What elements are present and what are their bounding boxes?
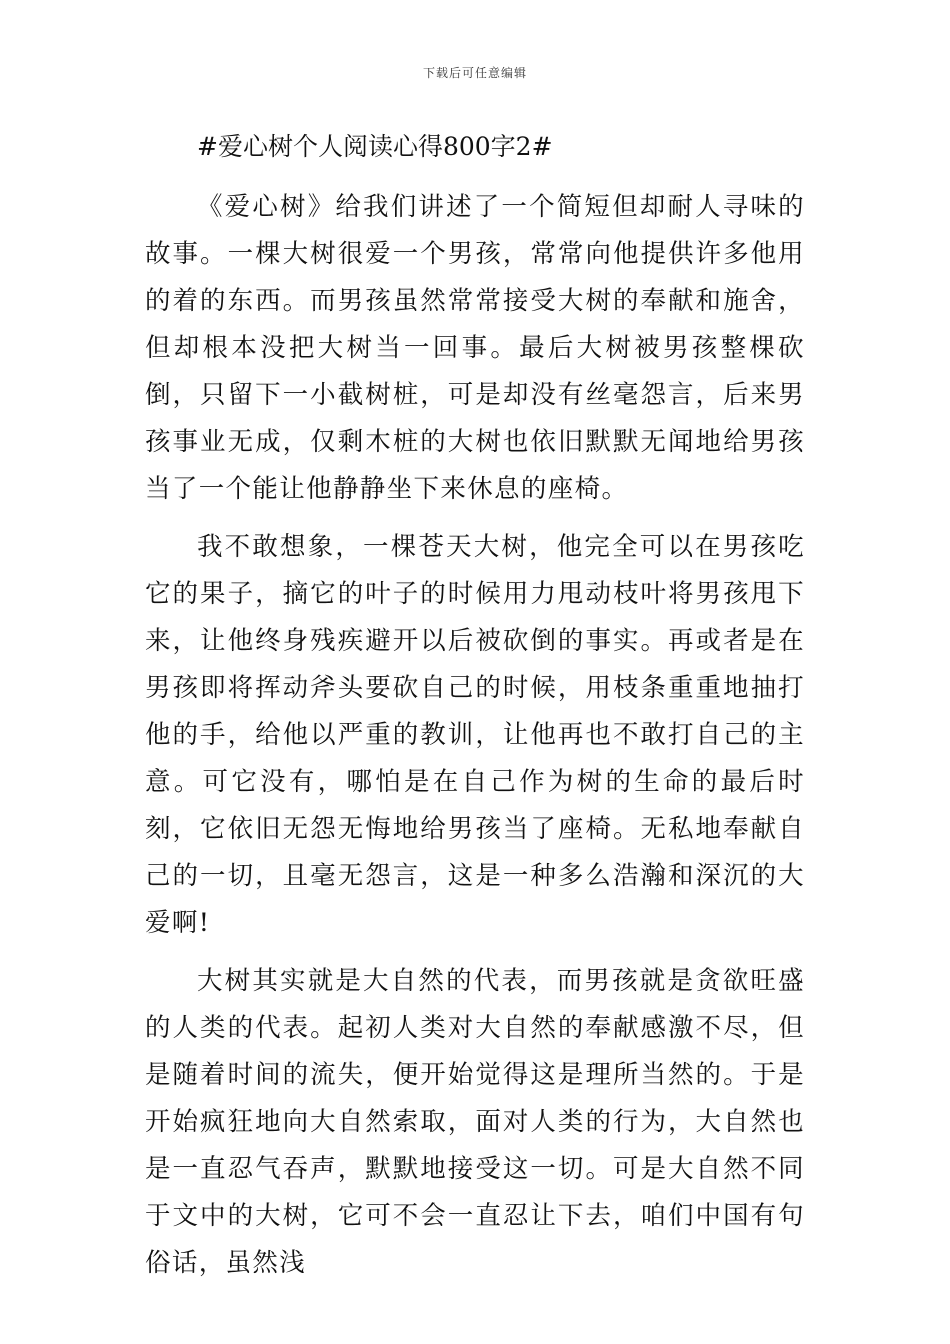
document-title: #爱心树个人阅读心得800字2# xyxy=(197,132,553,161)
document-body xyxy=(145,120,805,1298)
header-note: 下载后可任意编辑 xyxy=(422,66,527,80)
paragraph-3: 大树其实就是大自然的代表，而男孩就是贪欲旺盛的人类的代表。起初人类对大自然的奉献感激不尽，但是随着时间的流失，便开始觉得这是理所当然的。于是开始疯狂地向大自然索取，面对人类的行为，大自然也是一直忍气吞声，默默地接受这一切。可是大自然不同于文中的大树，它可不会一直忍让下去，咱们中国有句俗话，虽然浅 xyxy=(145,966,805,1278)
paragraph-2: 我不敢想象，一棵苍天大树，他完全可以在男孩吃它的果子，摘它的叶子的时候用力甩动枝叶将男孩甩下来，让他终身残疾避开以后被砍倒的事实。再或者是在男孩即将挥动斧头要砍自己的时候，用枝条重重地抽打他的手，给他以严重的教训，让他再也不敢打自己的主意。可它没有，哪怕是在自己作为树的生命的最后时刻，它依旧无怨无悔地给男孩当了座椅。无私地奉献自己的一切，且毫无怨言，这是一种多么浩瀚和深沉的大爱啊! xyxy=(145,532,805,938)
paragraph-1: 《爱心树》给我们讲述了一个简短但却耐人寻味的故事。一棵大树很爱一个男孩，常常向他提供许多他用的着的东西。而男孩虽然常常接受大树的奉献和施舍，但却根本没把大树当一回事。最后大树被男孩整棵砍倒，只留下一小截树桩，可是却没有丝毫怨言，后来男孩事业无成，仅剩木桩的大树也依旧默默无闻地给男孩当了一个能让他静静坐下来休息的座椅。 xyxy=(145,192,805,504)
